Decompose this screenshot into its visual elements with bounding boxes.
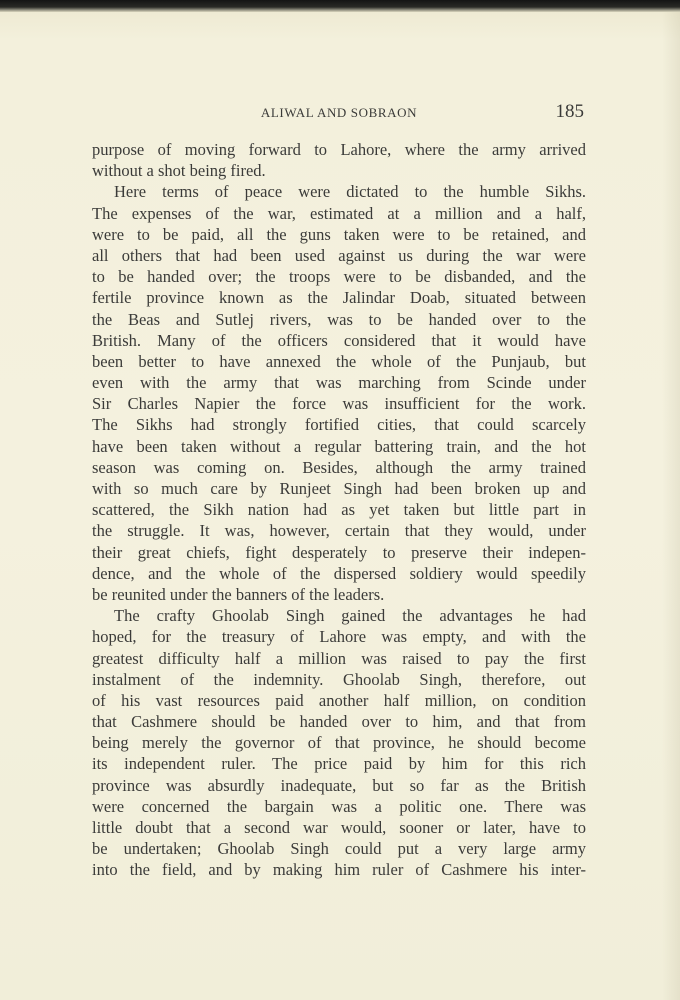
text-line: hoped, for the treasury of Lahore was empty, and with the (92, 627, 586, 647)
text-line: into the field, and by making him ruler of Cashmere his inter- (92, 860, 586, 880)
text-line: dence, and the whole of the dispersed soldiery would speedily (92, 563, 586, 583)
text-line: its independent ruler. The price paid by him for this rich (92, 754, 586, 774)
text-line: all others that had been used against us during the war were (92, 245, 586, 265)
text-line: The crafty Ghoolab Singh gained the advantages he had (114, 606, 586, 626)
text-line: without a shot being fired. (92, 161, 266, 181)
text-line: were concerned the bargain was a politic one. There was (92, 796, 586, 816)
text-line: of his vast resources paid another half million, on condition (92, 690, 586, 710)
text-line: province was absurdly inadequate, but so far as the British (92, 775, 586, 795)
text-line: Here terms of peace were dictated to the humble Sikhs. (114, 182, 586, 202)
text-line: scattered, the Sikh nation had as yet taken but little part in (92, 500, 586, 520)
running-header (92, 101, 586, 123)
running-title: ALIWAL AND SOBRAON (260, 105, 418, 120)
text-line: purpose of moving forward to Lahore, where the army arrived (92, 140, 586, 159)
text-line: season was coming on. Besides, although the army trained (92, 457, 586, 477)
text-line: the struggle. It was, however, certain that they would, under (92, 521, 586, 541)
text-line: even with the army that was marching from Scinde under (92, 373, 586, 393)
text-line: be undertaken; Ghoolab Singh could put a very large army (92, 839, 586, 859)
page-number: 185 (555, 101, 584, 122)
text-line: greatest difficulty half a million was raised to pay the first (92, 648, 586, 668)
text-line: be reunited under the banners of the leaders. (92, 584, 385, 604)
text-line: little doubt that a second war would, sooner or later, have to (92, 818, 586, 837)
scan-top-edge (0, 0, 680, 12)
text-line: being merely the governor of that province, he should become (92, 733, 586, 753)
text-line: The Sikhs had strongly fortified cities, that could scarcely (92, 415, 586, 435)
text-line: have been taken without a regular battering train, and the hot (92, 436, 586, 456)
text-line: been better to have annexed the whole of the Punjaub, but (92, 351, 586, 371)
text-line: their great chiefs, fight desperately to preserve their indepen- (92, 542, 586, 562)
page-edge-shadow (662, 12, 680, 1000)
text-line: instalment of the indemnity. Ghoolab Singh, therefore, out (92, 669, 586, 689)
text-line: with so much care by Runjeet Singh had been broken up and (92, 479, 586, 498)
text-line: The expenses of the war, estimated at a million and a half, (92, 203, 586, 223)
text-line: fertile province known as the Jalindar Doab, situated between (92, 288, 586, 308)
text-line: that Cashmere should be handed over to him, and that from (92, 712, 586, 732)
text-line: were to be paid, all the guns taken were to be retained, and (92, 224, 586, 244)
text-line: to be handed over; the troops were to be disbanded, and the (92, 267, 586, 287)
text-line: the Beas and Sutlej rivers, was to be handed over to the (92, 309, 586, 329)
body-text (92, 139, 586, 881)
text-line: British. Many of the officers considered that it would have (92, 330, 586, 350)
text-line: Sir Charles Napier the force was insufficient for the work. (92, 394, 586, 414)
